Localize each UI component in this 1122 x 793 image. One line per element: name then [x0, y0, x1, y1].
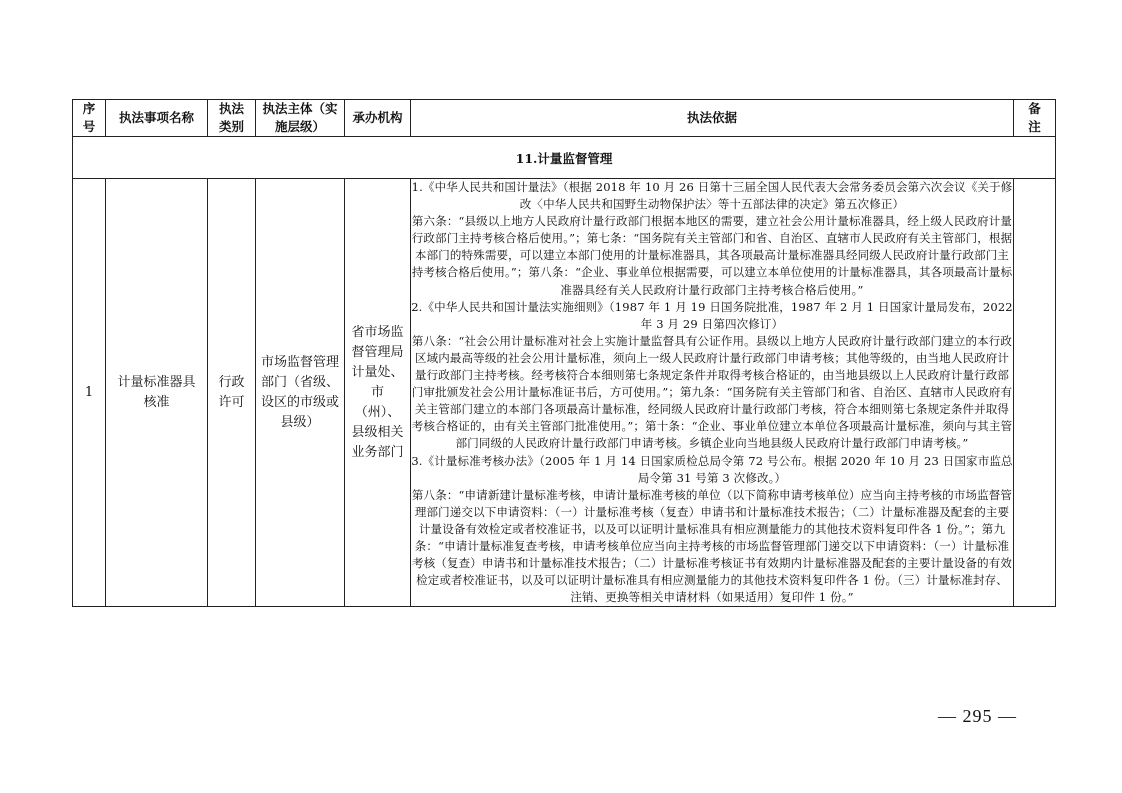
page-number: — 295 — [938, 706, 1017, 726]
table-row [73, 179, 1056, 607]
header-category: 执法类别 [208, 100, 256, 137]
section-title: 11.计量监督管理 [73, 137, 1056, 179]
basis-paragraph: 第八条：“社会公用计量标准对社会上实施计量监督具有公证作用。县级以上地方人民政府计量行政部门建立的本行政区域内最高等级的社会公用计量标准，须向上一级人民政府计量行政部门申请考核；其他等级的，由当地人民政府计量行政部门主持考核。经考核符合本细则第七条规定条件并取得考核合格证的，由当地县级以上人民政府计量行政部门审批颁发社会公用计量标准证书后，方可使用。”；第九条：“国务院有关主管部门和省、自治区、直辖市人民政府有关主管部门建立的本部门各项最高计量标准，经同级人民政府计量行政部门考核，符合本细则第七条规定条件并取得考核合格证的，由有关主管部门批准使用。”；第十条：“企业、事业单位建立本单位各项最高计量标准，须向与其主管部门同级的人民政府计量行政部门申请考核。乡镇企业向当地县级人民政府计量行政部门申请考核。” [411, 333, 1013, 451]
header-remark: 备注 [1014, 100, 1056, 137]
row-agency: 省市场监督管理局计量处、市（州）、县级相关业务部门 [345, 179, 411, 607]
header-basis: 执法依据 [411, 100, 1014, 137]
row-remark [1014, 179, 1056, 607]
row-category: 行政许可 [208, 179, 256, 607]
basis-paragraph: 1.《中华人民共和国计量法》（根据 2018 年 10 月 26 日第十三届全国人民代表大会常务委员会第六次会议《关于修改〈中华人民共和国野生动物保护法〉等十五部法律的决定》第五次修正） [411, 180, 1013, 212]
header-agency: 承办机构 [345, 100, 411, 137]
row-basis [411, 179, 1014, 607]
section-row [73, 137, 1056, 179]
basis-paragraph: 2.《中华人民共和国计量法实施细则》（1987 年 1 月 19 日国务院批准，1987 年 2 月 1 日国家计量局发布，2022 年 3 月 29 日第四次修订） [411, 299, 1013, 331]
header-item-name: 执法事项名称 [106, 100, 208, 137]
basis-paragraph: 第六条：“县级以上地方人民政府计量行政部门根据本地区的需要，建立社会公用计量标准器具，经上级人民政府计量行政部门主持考核合格后使用。”；第七条：“国务院有关主管部门和省、自治区、直辖市人民政府有关主管部门，根据本部门的特殊需要，可以建立本部门使用的计量标准器具，其各项最高计量标准器具经同级人民政府计量行政部门主持考核合格后使用。”；第八条：“企业、事业单位根据需要，可以建立本单位使用的计量标准器具，其各项最高计量标准器具经有关人民政府计量行政部门主持考核合格后使用。” [411, 214, 1013, 297]
row-subject: 市场监督管理部门（省级、设区的市级或县级） [256, 179, 345, 607]
basis-paragraph: 3.《计量标准考核办法》（2005 年 1 月 14 日国家质检总局令第 72 号公布。根据 2020 年 10 月 23 日国家市监总局令第 31 号第 3 次修改。） [411, 453, 1013, 485]
row-item-name: 计量标准器具核准 [106, 179, 208, 607]
header-subject: 执法主体（实施层级） [256, 100, 345, 137]
basis-paragraph: 第八条：“申请新建计量标准考核，申请计量标准考核的单位（以下简称申请考核单位）应当向主持考核的市场监督管理部门递交以下申请资料：（一）计量标准考核（复查）申请书和计量标准技术报告；（二）计量标准器及配套的主要计量设备有效检定或者校准证书，以及可以证明计量标准具有相应测量能力的其他技术资料复印件各 1 份。”；第九条：“申请计量标准复查考核，申请考核单位应当向主持考核的市场监督管理部门递交以下申请资料：（一）计量标准考核（复查）申请书和计量标准技术报告；（二）计量标准考核证书有效期内计量标准器及配套的主要计量设备的有效检定或者校准证书，以及可以证明计量标准具有相应测量能力的其他技术资料复印件各 1 份。（三）计量标准封存、注销、更换等相关申请材料（如果适用）复印件 1 份。” [411, 487, 1013, 605]
row-seq: 1 [73, 179, 106, 607]
header-row [73, 100, 1056, 137]
header-seq: 序号 [73, 100, 106, 137]
enforcement-table [72, 99, 1056, 607]
